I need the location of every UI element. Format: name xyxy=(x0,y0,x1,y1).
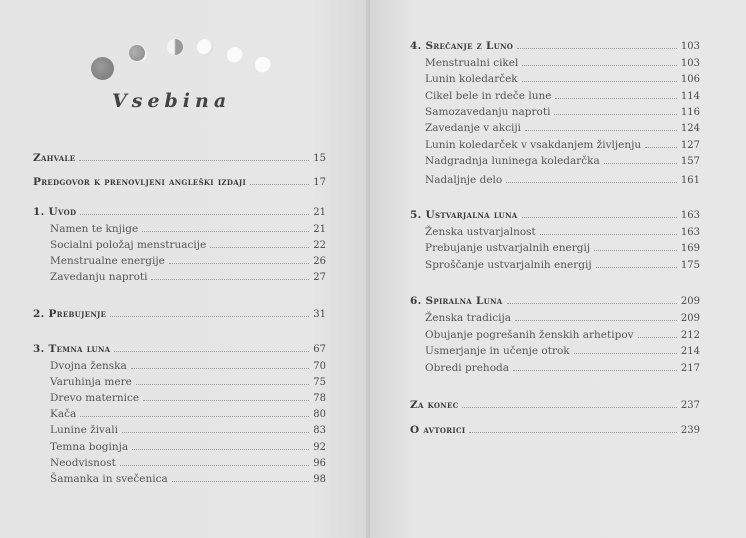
dot-leader xyxy=(110,316,309,317)
toc-entry-title: Zavedanju naproti xyxy=(50,271,148,283)
dot-leader xyxy=(122,432,309,433)
dot-leader xyxy=(250,184,309,185)
dot-leader xyxy=(143,400,309,401)
dot-leader xyxy=(507,303,677,304)
toc-section-entry[interactable] xyxy=(425,89,700,103)
toc-entry-title: 4. Srečanje z Luno xyxy=(410,40,514,52)
toc-section-entry[interactable] xyxy=(50,254,326,268)
toc-page-number: 83 xyxy=(313,425,326,436)
toc-page-number: 17 xyxy=(313,177,326,188)
toc-page-number: 21 xyxy=(313,224,326,235)
toc-page-number: 21 xyxy=(313,207,326,218)
toc-chapter-entry[interactable] xyxy=(410,398,700,412)
toc-section-entry[interactable] xyxy=(50,391,326,405)
toc-page-number: 80 xyxy=(313,409,326,420)
toc-chapter-entry[interactable] xyxy=(410,294,700,308)
toc-page-number: 75 xyxy=(313,377,326,388)
toc-entry-title: Lunine živali xyxy=(50,424,118,436)
toc-page-number: 127 xyxy=(680,140,700,151)
toc-page-number: 161 xyxy=(680,175,700,186)
dot-leader xyxy=(555,98,676,99)
toc-entry-title: Neodvisnost xyxy=(50,457,116,469)
dot-leader xyxy=(540,234,677,235)
left-page xyxy=(0,0,366,538)
dot-leader xyxy=(131,368,309,369)
toc-entry-title: Temna boginja xyxy=(50,441,129,453)
toc-entry-title: 6. Spiralna Luna xyxy=(410,295,503,307)
toc-entry-title: Nadaljnje delo xyxy=(425,174,503,186)
toc-entry-title: Ženska ustvarjalnost xyxy=(425,226,536,238)
toc-page-number: 27 xyxy=(313,272,326,283)
toc-page-number: 31 xyxy=(313,309,326,320)
toc-chapter-entry[interactable] xyxy=(410,208,700,222)
toc-entry-title: Menstrualne energije xyxy=(50,255,165,267)
toc-entry-title: Ženska tradicija xyxy=(425,312,511,324)
toc-section-entry[interactable] xyxy=(50,472,326,486)
toc-page-number: 124 xyxy=(680,123,700,134)
toc-page-number: 70 xyxy=(313,361,326,372)
dot-leader xyxy=(506,182,677,183)
toc-entry-title: Namen te knjige xyxy=(50,223,139,235)
dot-leader xyxy=(594,250,677,251)
toc-chapter-entry[interactable] xyxy=(33,205,326,219)
toc-section-entry[interactable] xyxy=(50,456,326,470)
dot-leader xyxy=(525,130,677,131)
toc-chapter-entry[interactable] xyxy=(410,423,700,437)
toc-entry-title: 5. Ustvarjalna luna xyxy=(410,209,518,221)
dot-leader xyxy=(151,279,309,280)
toc-page-number: 214 xyxy=(680,346,700,357)
toc-page-number: 217 xyxy=(680,363,700,374)
dot-leader xyxy=(169,263,309,264)
dot-leader xyxy=(522,81,677,82)
dot-leader xyxy=(172,481,310,482)
toc-page-number: 157 xyxy=(680,156,700,167)
moon-full-icon xyxy=(227,47,243,63)
toc-entry-title: Socialni položaj menstruacije xyxy=(50,239,207,251)
dot-leader xyxy=(462,407,676,408)
toc-section-entry[interactable] xyxy=(425,311,700,325)
toc-page-number: 22 xyxy=(313,240,326,251)
toc-section-entry[interactable] xyxy=(425,241,700,255)
toc-section-entry[interactable] xyxy=(50,407,326,421)
toc-entry-title: Lunin koledarček v vsakdanjem življenju xyxy=(425,139,642,151)
toc-entry-title: Nadgradnja luninega koledarčka xyxy=(425,155,600,167)
toc-entry-title: Drevo maternice xyxy=(50,392,140,404)
moon-full-icon xyxy=(255,57,271,73)
dot-leader xyxy=(142,231,309,232)
toc-entry-title: O avtorici xyxy=(410,424,466,436)
toc-entry-title: Obujanje pogrešanih ženskih arhetipov xyxy=(425,329,634,341)
toc-section-entry[interactable] xyxy=(425,344,700,358)
toc-section-entry[interactable] xyxy=(425,328,700,342)
moon-crescent-icon xyxy=(129,45,145,61)
toc-entry-title: 2. Prebujenje xyxy=(33,308,107,320)
toc-section-entry[interactable] xyxy=(50,440,326,454)
toc-page-number: 103 xyxy=(680,41,700,52)
toc-chapter-entry[interactable] xyxy=(33,342,326,356)
toc-page-number: 163 xyxy=(680,227,700,238)
moon-quarter-icon xyxy=(167,39,183,55)
toc-page-number: 98 xyxy=(313,474,326,485)
toc-entry-title: Usmerjanje in učenje otrok xyxy=(425,345,570,357)
toc-section-entry[interactable] xyxy=(425,225,700,239)
toc-page-number: 237 xyxy=(680,400,700,411)
toc-section-entry[interactable] xyxy=(425,173,700,187)
toc-chapter-entry[interactable] xyxy=(33,151,326,165)
toc-section-entry[interactable] xyxy=(50,222,326,236)
dot-leader xyxy=(638,337,677,338)
toc-section-entry[interactable] xyxy=(50,375,326,389)
toc-page-number: 169 xyxy=(680,243,700,254)
moon-new-icon xyxy=(91,57,114,80)
toc-chapter-entry[interactable] xyxy=(410,39,700,53)
toc-page-number: 163 xyxy=(680,210,700,221)
dot-leader xyxy=(80,416,309,417)
right-page xyxy=(370,0,746,538)
toc-section-entry[interactable] xyxy=(425,361,700,375)
toc-entry-title: Varuhinja mere xyxy=(50,376,132,388)
toc-section-entry[interactable] xyxy=(50,238,326,252)
dot-leader xyxy=(574,353,677,354)
toc-page-number: 114 xyxy=(680,91,700,102)
toc-entry-title: Samozavedanju naproti xyxy=(425,106,551,118)
toc-section-entry[interactable] xyxy=(50,359,326,373)
toc-page-number: 209 xyxy=(680,313,700,324)
toc-page-number: 212 xyxy=(680,330,700,341)
toc-section-entry[interactable] xyxy=(425,258,700,272)
toc-page-number: 15 xyxy=(313,153,326,164)
dot-leader xyxy=(554,114,676,115)
toc-section-entry[interactable] xyxy=(50,270,326,284)
toc-entry-title: Predgovor k prenovljeni angleški izdaji xyxy=(33,176,247,188)
toc-entry-title: Kača xyxy=(50,408,77,420)
dot-leader xyxy=(513,370,677,371)
moon-gibbous-icon xyxy=(197,39,213,55)
toc-entry-title: Šamanka in svečenica xyxy=(50,473,168,485)
toc-page-number: 209 xyxy=(680,296,700,307)
dot-leader xyxy=(604,163,677,164)
dot-leader xyxy=(132,449,309,450)
toc-page-number: 106 xyxy=(680,74,700,85)
toc-entry-title: Zavedanje v akciji xyxy=(425,122,521,134)
toc-page-number: 96 xyxy=(313,458,326,469)
dot-leader xyxy=(522,217,677,218)
toc-section-entry[interactable] xyxy=(425,105,700,119)
toc-entry-title: Zahvale xyxy=(33,152,76,164)
toc-page-number: 67 xyxy=(313,344,326,355)
toc-page-number: 239 xyxy=(680,425,700,436)
toc-entry-title: Za konec xyxy=(410,399,459,411)
toc-entry-title: Obredi prehoda xyxy=(425,362,509,374)
toc-entry-title: Sproščanje ustvarjalnih energij xyxy=(425,259,592,271)
dot-leader xyxy=(136,384,309,385)
toc-entry-title: Menstrualni cikel xyxy=(425,57,519,69)
toc-page-number: 92 xyxy=(313,442,326,453)
toc-page-number: 26 xyxy=(313,256,326,267)
toc-entry-title: 1. Uvod xyxy=(33,206,77,218)
toc-entry-title: Lunin koledarček xyxy=(425,73,518,85)
dot-leader xyxy=(522,65,677,66)
dot-leader xyxy=(645,147,677,148)
toc-section-entry[interactable] xyxy=(425,138,700,152)
dot-leader xyxy=(120,465,309,466)
dot-leader xyxy=(596,267,677,268)
dot-leader xyxy=(80,214,309,215)
toc-section-entry[interactable] xyxy=(425,56,700,70)
toc-section-entry[interactable] xyxy=(425,121,700,135)
toc-section-entry[interactable] xyxy=(50,423,326,437)
dot-leader xyxy=(210,247,309,248)
dot-leader xyxy=(79,160,309,161)
toc-page-number: 103 xyxy=(680,58,700,69)
toc-chapter-entry[interactable] xyxy=(33,175,326,189)
dot-leader xyxy=(515,320,677,321)
toc-entry-title: Dvojna ženska xyxy=(50,360,127,372)
toc-title: Vsebina xyxy=(112,90,232,112)
toc-section-entry[interactable] xyxy=(425,154,700,168)
toc-entry-title: Prebujanje ustvarjalnih energij xyxy=(425,242,591,254)
dot-leader xyxy=(469,432,677,433)
toc-entry-title: Cikel bele in rdeče lune xyxy=(425,90,552,102)
toc-chapter-entry[interactable] xyxy=(33,307,326,321)
toc-page-number: 175 xyxy=(680,260,700,271)
toc-page-number: 78 xyxy=(313,393,326,404)
dot-leader xyxy=(517,48,677,49)
dot-leader xyxy=(114,351,309,352)
toc-section-entry[interactable] xyxy=(425,72,700,86)
toc-entry-title: 3. Temna luna xyxy=(33,343,111,355)
toc-page-number: 116 xyxy=(680,107,700,118)
